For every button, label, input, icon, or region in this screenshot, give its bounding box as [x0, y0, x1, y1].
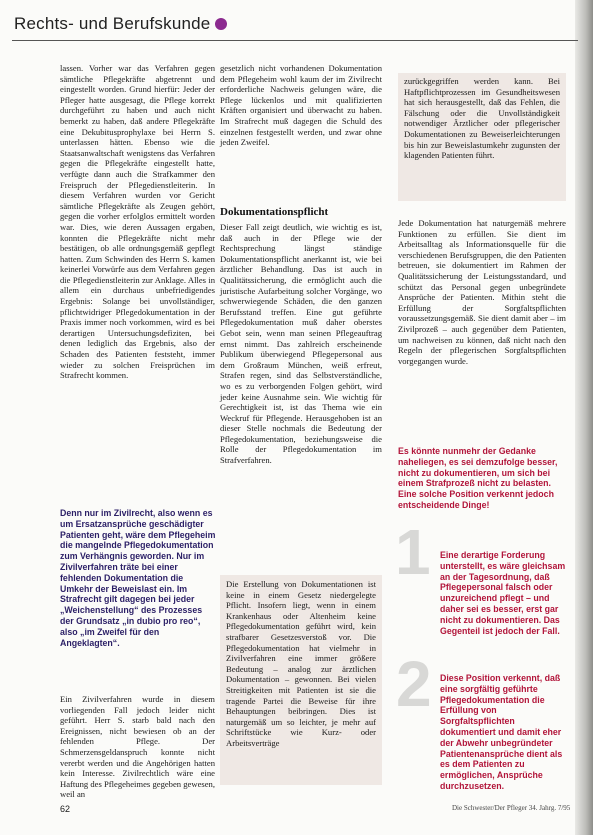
column-2	[220, 63, 382, 148]
column-1	[60, 63, 215, 381]
point-1-text: Eine derartige Forderung unterstellt, es wäre gleichsam an der Tagesordnung, daß Pflegepersonal falsch oder unzureichend pflegt – und daher sei es besser, erst gar nicht zu dokumentieren. Das Gegenteil ist jedoch der Fall.	[440, 550, 566, 636]
info-box	[220, 575, 382, 785]
column-1-bottom-text: Ein Zivilverfahren wurde in diesem vorliegenden Fall jedoch leider nicht geführt. Herr S. starb bald nach den Ereignissen, nicht bewiesen ob an der fehlenden Pflege. Der Schmerzensgeldanspruch konnte nicht vererbt werden und die Angehörigen hatten kein Interesse. Zivilrechtlich wäre eine Haftung des Pflegeheimes gegeben gewesen, weil an	[60, 694, 215, 800]
header-rule	[12, 40, 578, 41]
column-2-body	[220, 222, 382, 466]
column-3-text: Jede Dokumentation hat naturgemäß mehrere Funktionen zu erfüllen. Sie dient im Arbeitsalltag als Informationsquelle für die verschiedenen Berufsgruppen, die den Patienten betreuen, sie dokumentiert im Rahmen der Qualitätssicherung der Leistungsstandard, und schützt das Personal gegen unbegründete Ansprüche der Patienten. Mithin steht die Erfüllung der Sorgfaltspflichten voraussetzungsgemäß. Sie dient damit aber – im Zivilprozeß – auch gegenüber dem Patienten, um nachweisen zu können, daß nicht nach den Regeln der pflegerischen Sorgfaltspflichten vorgegangen wurde.	[398, 218, 566, 366]
point-2-text: Diese Position verkennt, daß eine sorgfältig geführte Pflegedokumentation die Erfüllung von Sorgfaltspflichten dokumentiert und damit eher der Abwehr unbegründeter Patientenansprüche dient als es dem Patienten zu ermöglichen, Ansprüche durchzusetzen.	[440, 673, 563, 791]
section-heading: Dokumentationspflicht	[220, 206, 329, 218]
section-dot-icon	[215, 18, 227, 30]
column-1-bottom	[60, 694, 215, 800]
page-edge	[575, 0, 593, 835]
footer-citation: Die Schwester/Der Pfleger 34. Jahrg. 7/95	[452, 804, 571, 812]
pull-quote-1: Denn nur im Zivilrecht, also wenn es um Ersatzansprüche geschädigter Patienten geht, wäre dem Pflegeheim die mangelnde Pflegedokumentation zum Verhängnis geworden. Nur im Zivilverfahren träte bei einer fehlenden Dokumentation die Umkehr der Beweislast ein. Im Strafrecht gilt dagegen bei jeder „Weichenstellung“ des Prozesses der Grundsatz „in dubio pro reo“, also „im Zweifel für den Angeklagten“.	[60, 508, 216, 648]
column-3	[398, 218, 566, 366]
pull-quote-2: Es könnte nunmehr der Gedanke naheliegen, es sei demzufolge besser, nicht zu dokumentieren, um sich bei einem Strafprozeß nicht zu belasten. Eine solche Position verkennt jedoch entscheidende Dinge!	[398, 446, 558, 510]
info-box-text: Die Erstellung von Dokumentationen ist keine in einem Gesetz niedergelegte Pflicht. Insofern liegt, wenn in einem Krankenhaus oder Altenheim keine Pflegedokumentation geführt wird, kein strafbarer Gesetzesverstoß vor. Die Pflegedokumentation hat vielmehr in Zivilverfahren eine immer größere Bedeutung – analog zur ärztlichen Dokumentation – gewonnen. Bei vielen Streitigkeiten mit Patienten ist sie die tragende Partei die Beweise für ihre Behauptungen beibringen. Dies ist naturgemäß um so leichter, je mehr auf Schriftstücke wie Kurz- oder Arbeitsverträge	[226, 579, 376, 748]
section-header	[14, 14, 227, 34]
column-1-text: lassen. Vorher war das Verfahren gegen sämtliche Pflegekräfte abgetrennt und eingestellt worden. Grund hierfür: Jeder der Pfleger hatte ausgesagt, die Pflege korrekt durchgeführt zu haben und auch nicht bemerkt zu haben, daß andere Pflegekräfte eine Dekubitusprophylaxe bei Herrn S. unterlassen hätten. Ebenso wie die Staatsanwaltschaft wenigstens das Verfahren gegen die Pflegekräfte eingestellt hatte, verfügte dann auch die Strafkammer den Freispruch der Pflegedienstleiterin. In diesem Verfahren wurden vor Gericht sämtliche Pflegekräfte als Zeugen gehört, gegen die vorher erfolglos ermittelt worden war. Dies, wie deren Aussagen ergaben, konnten die Pflegekräfte nicht mehr bestätigen, ob alle ordnungsgemäß gepflegt hatten. Zum Schwinden des Herrn S. kamen keinerlei Vorwürfe aus dem Verfahren gegen die Pflegedienstleiterin zur Anklage. Alles in allem ein durchaus unbefriedigendes Ergebnis: Solange bei unvollständiger, pflichtwidriger Pflegedokumentation in der Praxis immer noch vorkommen, wird es bei derartigen Untersuchungsdefiziten, bei denen lediglich das Ergebnis, also der Schaden des Patienten feststeht, immer wieder zu solchen Freisprüchen im Strafrecht kommen.	[60, 63, 215, 381]
section-title: Rechts- und Berufskunde	[14, 14, 211, 33]
column-2-body-text: Dieser Fall zeigt deutlich, wie wichtig es ist, daß auch in der Pflege wie der Rechtsprechung längst ständige Dokumentationspflicht anerkannt ist, wie bei ärztlicher Behandlung. Das ist auch in Qualitätssicherung, die ermöglicht auch die juristische Aufarbeitung solcher Vorgänge, wo schwerwiegende Schäden, die den ganzen Berufsstand treffen. Eine gut geführte Pflegedokumentation muß daher oberstes Gebot sein, wenn man seinen Pflegeauftrag ernst nimmt. Das zahlreich erscheinende Publikum überwiegend Pflegepersonal aus dem Großraum München, weiß erfreut, Strafen regen, sind das Selbstverständliche, wo es zu verborgenden Folgen gehört, wird jeder keine Ausnahme sein. Wie wichtig für Gerechtigkeit ist, ist das Thema wie ein Weckruf für Pflegende. Herausgehoben ist an dieser Stelle nochmals die Bedeutung der Pflegedokumentation, beziehungsweise die Rolle der Pflegedokumentation im Strafverfahren.	[220, 222, 382, 466]
info-box-top-text: zurückgegriffen werden kann. Bei Haftpflichtprozessen im Gesundheitswesen hat sich herausgestellt, daß das Fehlen, die Fälschung oder die Unvollständigkeit notwendiger Ärztlicher oder pflegerischer Dokumentationen zu Beweiserleichterungen bis hin zur Beweislastumkehr zugunsten der klagenden Patienten führt.	[404, 76, 560, 161]
point-2-number: 2	[396, 648, 432, 720]
point-1-number: 1	[395, 516, 431, 588]
page-number: 62	[60, 804, 71, 814]
column-2-text: gesetzlich nicht vorhandenen Dokumentation dem Pflegeheim wohl kaum der im Zivilrecht erforderliche Nachweis gelungen wäre, die Pflege lückenlos und mit qualifizierten Kräften organisiert und überwacht zu haben. Im Strafrecht muß dagegen die Schuld des einzelnen festgestellt werden, und zwar ohne jeden Zweifel.	[220, 63, 382, 148]
info-box-top	[398, 73, 566, 201]
